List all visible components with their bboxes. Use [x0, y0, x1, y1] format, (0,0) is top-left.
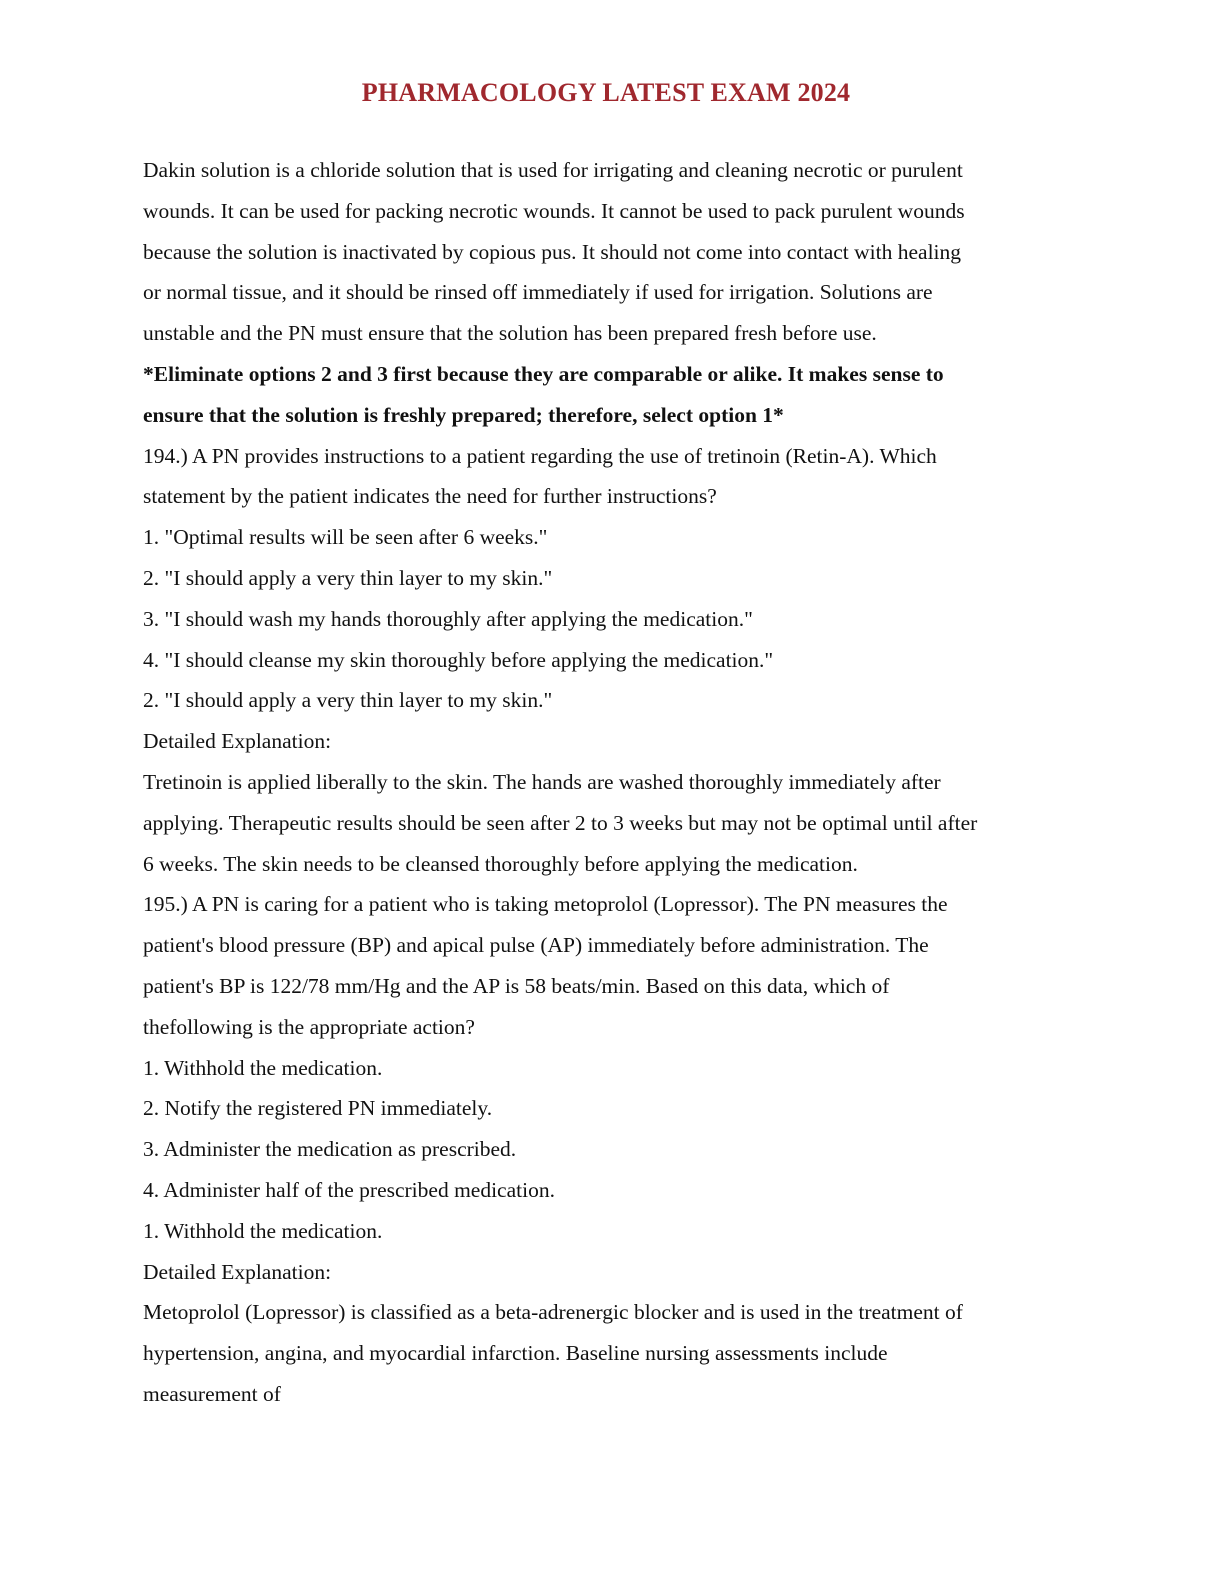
- option-item: 4. "I should cleanse my skin thoroughly before applying the medication.": [143, 647, 774, 672]
- text-line: Dakin solution is a chloride solution that is used for irrigating and cleaning necrotic or purulent: [143, 158, 963, 182]
- option-item: 4. Administer half of the prescribed medication.: [143, 1177, 555, 1202]
- text-line: unstable and the PN must ensure that the solution has been prepared fresh before use.: [143, 321, 877, 346]
- text-line: applying. Therapeutic results should be seen after 2 to 3 weeks but may not be optimal until after: [143, 810, 978, 835]
- question-195-line: patient's blood pressure (BP) and apical pulse (AP) immediately before administration. The: [143, 933, 929, 958]
- option-item: 1. Withhold the medication.: [143, 1055, 383, 1080]
- question-194-line: 194.) A PN provides instructions to a patient regarding the use of tretinoin (Retin-A). Which: [143, 443, 937, 468]
- option-item: 3. "I should wash my hands thoroughly after applying the medication.": [143, 606, 753, 631]
- explanation-heading: Detailed Explanation:: [143, 729, 332, 754]
- text-line: measurement of: [143, 1381, 281, 1406]
- document-body: [143, 150, 1073, 1415]
- hint-line: *Eliminate options 2 and 3 first because they are comparable or alike. It makes sense to: [143, 361, 944, 386]
- text-line: Metoprolol (Lopressor) is classified as a beta-adrenergic blocker and is used in the treatment of: [143, 1300, 963, 1325]
- text-line: because the solution is inactivated by copious pus. It should not come into contact with healing: [143, 239, 962, 264]
- hint-line: ensure that the solution is freshly prepared; therefore, select option 1*: [143, 402, 784, 427]
- option-item: 2. "I should apply a very thin layer to my skin.": [143, 565, 553, 590]
- answer-line: 1. Withhold the medication.: [143, 1218, 383, 1243]
- question-194-line: statement by the patient indicates the need for further instructions?: [143, 484, 717, 509]
- option-item: 1. "Optimal results will be seen after 6 weeks.": [143, 525, 548, 550]
- text-line: hypertension, angina, and myocardial infarction. Baseline nursing assessments include: [143, 1341, 888, 1366]
- question-195-line: patient's BP is 122/78 mm/Hg and the AP is 58 beats/min. Based on this data, which of: [143, 973, 890, 998]
- text-line: 6 weeks. The skin needs to be cleansed thoroughly before applying the medication.: [143, 851, 858, 876]
- option-item: 3. Administer the medication as prescribed.: [143, 1137, 517, 1162]
- text-line: Tretinoin is applied liberally to the skin. The hands are washed thoroughly immediately after: [143, 769, 941, 794]
- question-195-line: thefollowing is the appropriate action?: [143, 1014, 475, 1039]
- text-line: wounds. It can be used for packing necrotic wounds. It cannot be used to pack purulent wounds: [143, 198, 965, 223]
- question-195-line: 195.) A PN is caring for a patient who is taking metoprolol (Lopressor). The PN measures the: [143, 892, 948, 917]
- text-line: or normal tissue, and it should be rinsed off immediately if used for irrigation. Solutions are: [143, 280, 933, 305]
- answer-line: 2. "I should apply a very thin layer to my skin.": [143, 688, 553, 713]
- option-item: 2. Notify the registered PN immediately.: [143, 1096, 493, 1121]
- explanation-heading: Detailed Explanation:: [143, 1259, 332, 1284]
- document-title: PHARMACOLOGY LATEST EXAM 2024: [361, 78, 851, 107]
